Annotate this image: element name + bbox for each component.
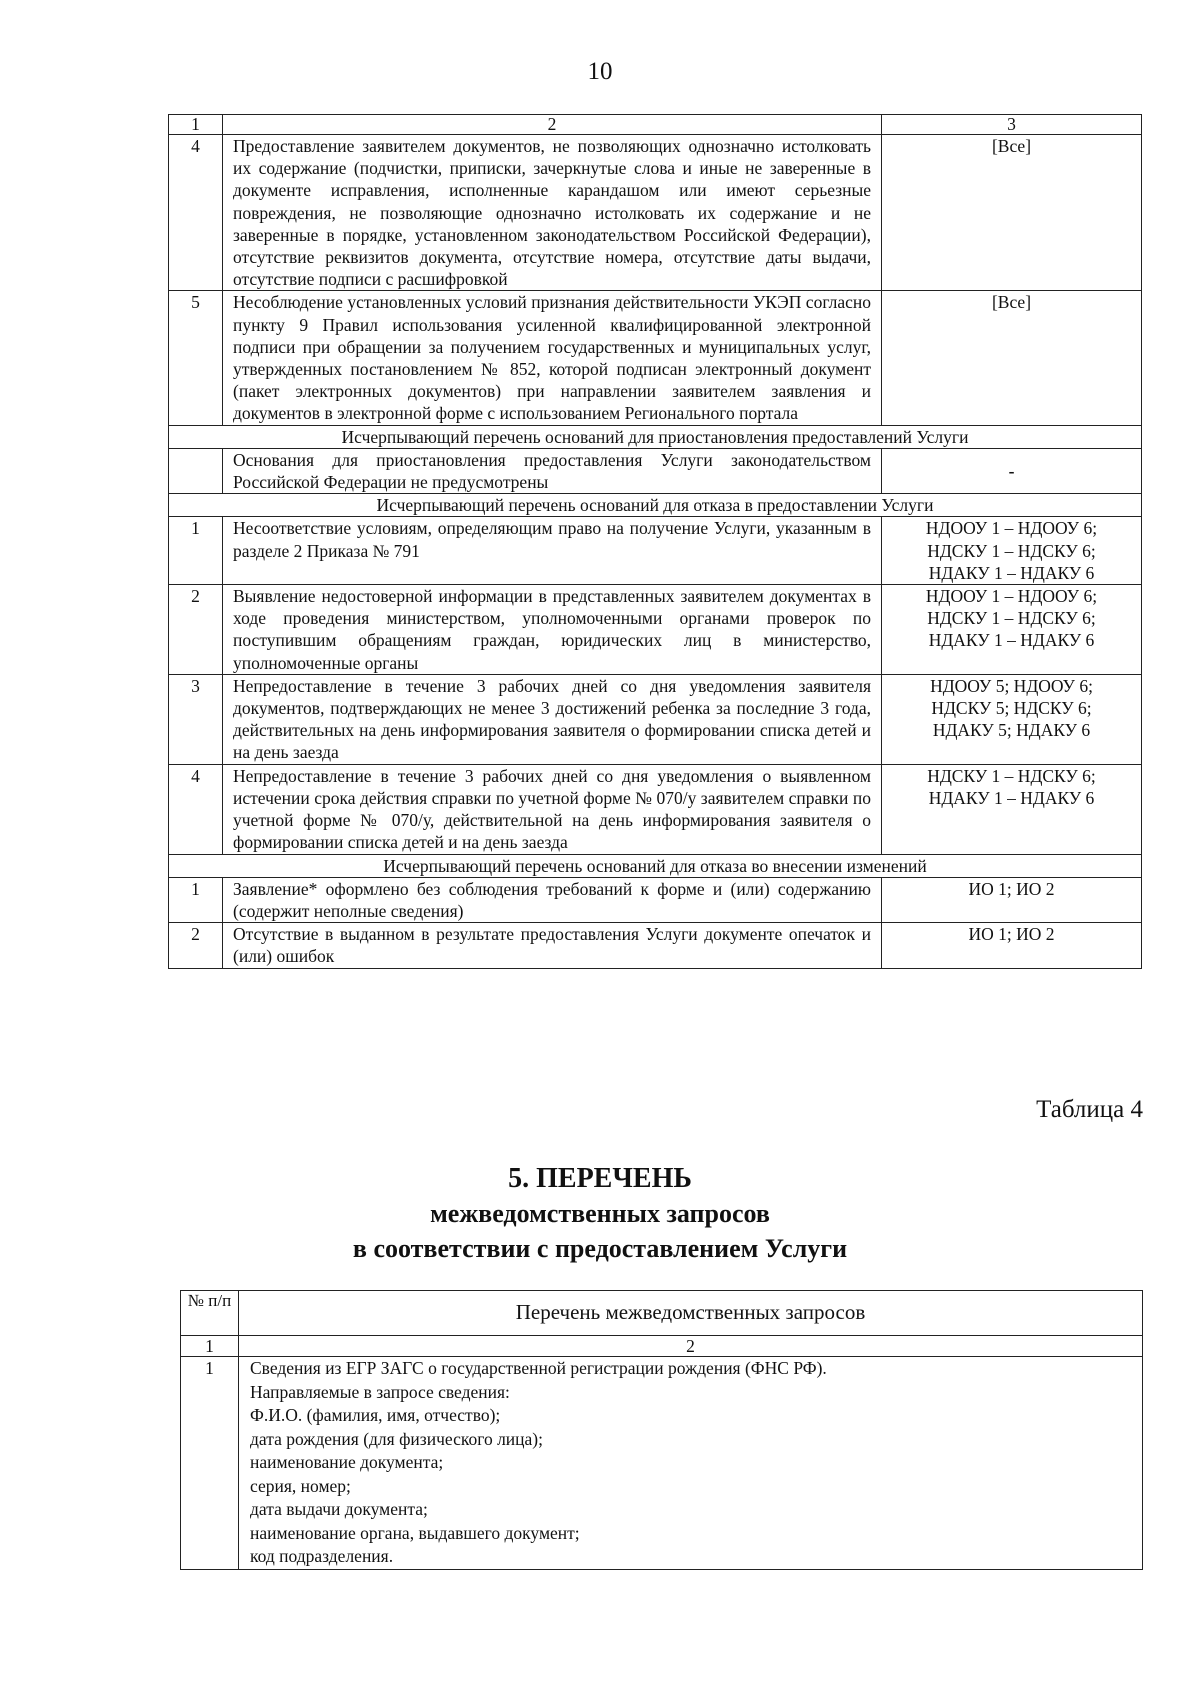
value-line: НДСКУ 1 – НДСКУ 6; bbox=[927, 765, 1096, 786]
row-text: Несоответствие условиям, определяющим право на получение Услуги, указанным в разделе 2 Приказа № 791 bbox=[223, 517, 882, 585]
row-text: Предоставление заявителем документов, не позволяющих однозначно истолковать их содержание (подчистки, приписки, зачеркнутые слова и иные не заверенные в документе исправления, исполненные карандашом или имеют серьезные повреждения, не позволяющие однозначно истолковать их содержание и не заверенные в порядке, установленном законодательством Российской Федерации), отсутствие реквизитов документа, отсутствие номера, отсутствие даты выдачи, отсутствие подписи с расшифровкой bbox=[223, 135, 882, 291]
request-line: дата рождения (для физического лица); bbox=[250, 1428, 543, 1449]
row-number: 4 bbox=[169, 135, 223, 291]
row-value bbox=[882, 764, 1142, 854]
section-subheading: в соответствии с предоставлением Услуги bbox=[352, 1234, 848, 1263]
page-number: 10 bbox=[587, 58, 613, 85]
table-row bbox=[181, 1357, 1143, 1570]
value-line: НДООУ 5; НДООУ 6; bbox=[930, 675, 1093, 696]
table-row bbox=[169, 135, 1142, 291]
row-value bbox=[882, 674, 1142, 764]
row-number: 1 bbox=[169, 877, 223, 922]
col-number-2: 2 bbox=[239, 1336, 1143, 1357]
row-value: ИО 1; ИО 2 bbox=[882, 923, 1142, 968]
table-row bbox=[169, 517, 1142, 585]
row-number: 4 bbox=[169, 764, 223, 854]
table-row bbox=[169, 448, 1142, 493]
section-row bbox=[169, 425, 1142, 448]
row-value: [Все] bbox=[882, 291, 1142, 425]
row-text: Непредоставление в течение 3 рабочих дней со дня уведомления о выявленном истечении срока действия справки по учетной форме № 070/у заявителем справки по учетной форме № 070/у, действительной на день информирования заявителя о формировании списка детей и на день заезда bbox=[223, 764, 882, 854]
row-number bbox=[169, 448, 223, 493]
request-line: Направляемые в запросе сведения: bbox=[250, 1381, 510, 1402]
row-value bbox=[882, 585, 1142, 675]
row-text: Отсутствие в выданном в результате предоставления Услуги документе опечаток и (или) ошибок bbox=[223, 923, 882, 968]
row-text: Выявление недостоверной информации в представленных заявителем документах в ходе проведения министерством, уполномоченными органами проверок по поступившим обращениям граждан, юридических лиц в министерство, уполномоченные органы bbox=[223, 585, 882, 675]
row-text: Непредоставление в течение 3 рабочих дней со дня уведомления заявителя документов, подтверждающих не менее 3 достижений ребенка за последние 3 года, действительных на день информирования заявителя о формировании списка детей и на день заезда bbox=[223, 674, 882, 764]
value-line: НДАКУ 5; НДАКУ 6 bbox=[932, 720, 1091, 741]
row-text: Заявление* оформлено без соблюдения требований к форме и (или) содержанию (содержит неполные сведения) bbox=[223, 877, 882, 922]
num-header: № п/п bbox=[181, 1291, 239, 1336]
row-number: 1 bbox=[181, 1357, 239, 1570]
row-value bbox=[882, 517, 1142, 585]
table-row bbox=[169, 877, 1142, 922]
row-text: Основания для приостановления предоставления Услуги законодательством Российской Федерации не предусмотрены bbox=[223, 448, 882, 493]
section-subheading: межведомственных запросов bbox=[430, 1199, 770, 1228]
section-row bbox=[169, 494, 1142, 517]
col-number-3: 3 bbox=[882, 115, 1142, 135]
value-line: НДСКУ 1 – НДСКУ 6; bbox=[927, 540, 1096, 561]
request-line: Сведения из ЕГР ЗАГС о государственной регистрации рождения (ФНС РФ). bbox=[250, 1358, 827, 1378]
request-line: Ф.И.О. (фамилия, имя, отчество); bbox=[250, 1405, 501, 1425]
row-value: - bbox=[882, 448, 1142, 493]
col-number-2: 2 bbox=[223, 115, 882, 135]
interagency-requests-table bbox=[180, 1290, 1143, 1570]
value-line: НДСКУ 5; НДСКУ 6; bbox=[931, 698, 1092, 719]
section-title-changes: Исчерпывающий перечень оснований для отказа во внесении изменений bbox=[169, 854, 1142, 877]
table-caption: Таблица 4 bbox=[1036, 1096, 1143, 1123]
row-number: 5 bbox=[169, 291, 223, 425]
request-line: код подразделения. bbox=[250, 1546, 394, 1566]
section-heading: 5. ПЕРЕЧЕНЬ bbox=[508, 1163, 692, 1194]
table-header-row bbox=[169, 115, 1142, 135]
request-line: серия, номер; bbox=[250, 1475, 351, 1496]
column-numbers-row bbox=[181, 1336, 1143, 1357]
section-title-refusal: Исчерпывающий перечень оснований для отказа в предоставлении Услуги bbox=[169, 494, 1142, 517]
list-header: Перечень межведомственных запросов bbox=[239, 1291, 1143, 1336]
table-row bbox=[169, 674, 1142, 764]
value-line: НДООУ 1 – НДООУ 6; bbox=[925, 518, 1098, 539]
value-line: НДАКУ 1 – НДАКУ 6 bbox=[928, 562, 1095, 583]
row-text bbox=[239, 1357, 1143, 1570]
request-line: дата выдачи документа; bbox=[250, 1499, 428, 1519]
value-line: НДООУ 1 – НДООУ 6; bbox=[925, 586, 1098, 607]
row-value: [Все] bbox=[882, 135, 1142, 291]
section-row bbox=[169, 854, 1142, 877]
value-line: НДАКУ 1 – НДАКУ 6 bbox=[928, 787, 1095, 808]
col-number-1: 1 bbox=[181, 1336, 239, 1357]
value-line: НДАКУ 1 – НДАКУ 6 bbox=[928, 630, 1095, 651]
table-row bbox=[169, 291, 1142, 425]
table-header-row bbox=[181, 1291, 1143, 1336]
section-title-suspension: Исчерпывающий перечень оснований для приостановления предоставлений Услуги bbox=[169, 425, 1142, 448]
grounds-table bbox=[168, 114, 1142, 969]
row-number: 2 bbox=[169, 923, 223, 968]
table-row bbox=[169, 764, 1142, 854]
table-row bbox=[169, 585, 1142, 675]
row-number: 2 bbox=[169, 585, 223, 675]
table-row bbox=[169, 923, 1142, 968]
row-value: ИО 1; ИО 2 bbox=[882, 877, 1142, 922]
value-line: НДСКУ 1 – НДСКУ 6; bbox=[927, 608, 1096, 629]
row-number: 3 bbox=[169, 674, 223, 764]
col-number-1: 1 bbox=[169, 115, 223, 135]
request-line: наименование органа, выдавшего документ; bbox=[250, 1522, 580, 1543]
row-number: 1 bbox=[169, 517, 223, 585]
request-line: наименование документа; bbox=[250, 1452, 444, 1472]
row-text: Несоблюдение установленных условий признания действительности УКЭП согласно пункту 9 Правил использования усиленной квалифицированной электронной подписи при обращении за получением государственных и муниципальных услуг, утвержденных постановлением № 852, которой подписан электронный документ (пакет электронных документов) при направлении заявителем заявления и документов в электронной форме с использованием Регионального портала bbox=[223, 291, 882, 425]
